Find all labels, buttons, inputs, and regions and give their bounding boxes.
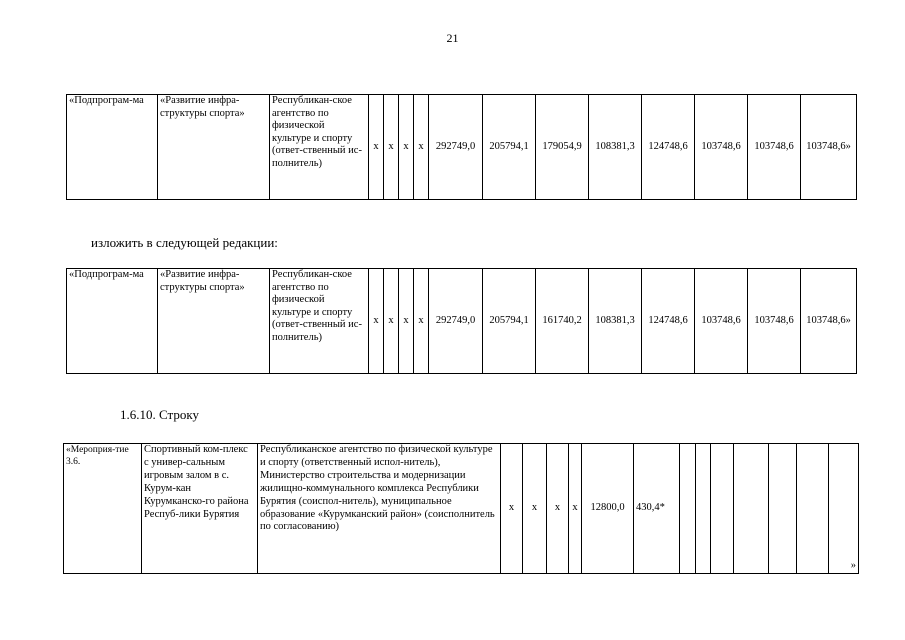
- value-cell: 108381,3: [589, 269, 642, 374]
- x-mark-cell: х: [414, 269, 429, 374]
- value-cell: 292749,0: [429, 95, 483, 200]
- x-mark-cell: х: [414, 95, 429, 200]
- budget-table-original: [66, 94, 857, 200]
- x-mark-cell: х: [369, 95, 384, 200]
- measure-name: Спортивный ком-плекс с универ-сальным игровым залом в с. Курум-кан Курумканско-го района Респуб-лики Бурятия: [142, 444, 258, 574]
- value-cell: 161740,2: [536, 269, 589, 374]
- x-mark-cell: х: [399, 95, 414, 200]
- value-cell: 103748,6»: [801, 95, 857, 200]
- value-cell: 108381,3: [589, 95, 642, 200]
- value-cell: 292749,0: [429, 269, 483, 374]
- value-cell: 124748,6: [642, 95, 695, 200]
- value-cell: 205794,1: [483, 269, 536, 374]
- value-cell: 179054,9: [536, 95, 589, 200]
- closing-quote-cell: »: [829, 444, 859, 574]
- executor-cell: Республиканское агентство по физической культуре и спорту (ответственный испол-нитель), Министерство строительства и модернизации жилищно-коммунального комплекса Республики Бурятия (соиспол-нитель), муниципальное образование «Курумканский район» (соисполнитель по согласованию): [258, 444, 501, 574]
- empty-cell: [680, 444, 696, 574]
- empty-cell: [711, 444, 734, 574]
- x-mark-cell: х: [399, 269, 414, 374]
- value-cell: 103748,6: [748, 269, 801, 374]
- x-mark-cell: х: [569, 444, 582, 574]
- x-mark-cell: х: [369, 269, 384, 374]
- empty-cell: [797, 444, 829, 574]
- x-mark-cell: х: [523, 444, 547, 574]
- value-cell: 124748,6: [642, 269, 695, 374]
- x-mark-cell: х: [384, 269, 399, 374]
- value-cell: 103748,6: [695, 95, 748, 200]
- x-mark-cell: х: [384, 95, 399, 200]
- section-heading: 1.6.10. Строку: [120, 407, 199, 422]
- subprogram-name: «Развитие инфра-структуры спорта»: [158, 95, 270, 200]
- page-number: 21: [446, 31, 459, 45]
- value-cell: 12800,0: [582, 444, 634, 574]
- value-cell: 103748,6»: [801, 269, 857, 374]
- x-mark-cell: х: [547, 444, 569, 574]
- value-cell: 205794,1: [483, 95, 536, 200]
- executor-cell: Республикан-ское агентство по физической культуре и спорту (ответ-ственный ис-полнитель): [270, 269, 369, 374]
- table-row: [64, 444, 859, 574]
- empty-cell: [769, 444, 797, 574]
- value-cell: 103748,6: [748, 95, 801, 200]
- executor-cell: Республикан-ское агентство по физической культуре и спорту (ответ-ственный ис-полнитель): [270, 95, 369, 200]
- subprogram-label: «Подпрограм-ма: [67, 95, 158, 200]
- value-cell: 430,4*: [634, 444, 680, 574]
- subprogram-label: «Подпрограм-ма: [67, 269, 158, 374]
- table-row: [67, 269, 857, 374]
- empty-cell: [696, 444, 711, 574]
- budget-table-new: [66, 268, 857, 374]
- x-mark-cell: х: [501, 444, 523, 574]
- value-cell: 103748,6: [695, 269, 748, 374]
- empty-cell: [734, 444, 769, 574]
- table-row: [67, 95, 857, 200]
- subprogram-name: «Развитие инфра-структуры спорта»: [158, 269, 270, 374]
- measure-table: [63, 443, 859, 574]
- measure-label: «Мероприя-тие 3.6.: [64, 444, 142, 574]
- redaction-text: изложить в следующей редакции:: [91, 235, 278, 250]
